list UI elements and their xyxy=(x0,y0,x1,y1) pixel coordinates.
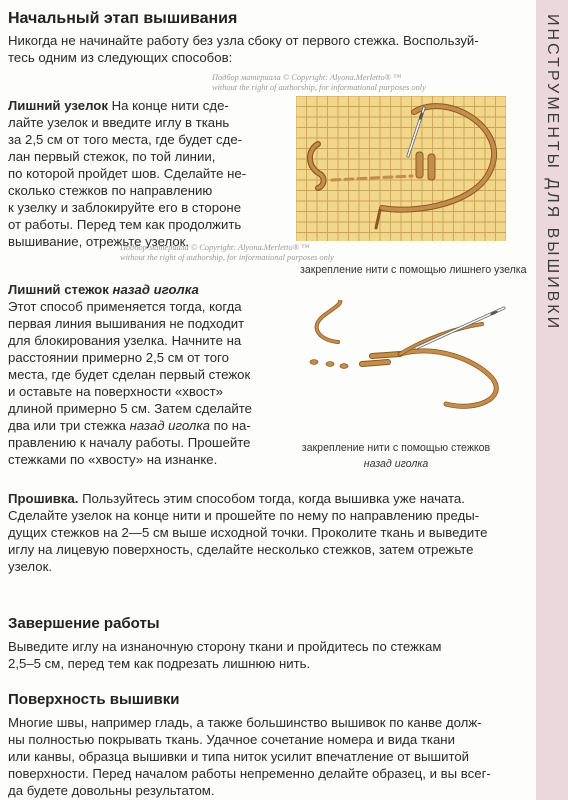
extra-backstitch-line-10: стежками по «хвосту» на изнанке. xyxy=(8,452,218,467)
watermark-1-line2: without the right of authorship, for informational purposes only xyxy=(212,83,426,92)
backstitch-illustration xyxy=(296,300,518,420)
extra-knot-line-6: к узелку и заблокируйте его в стороне xyxy=(8,200,242,215)
extra-knot-line-1: лайте узелок и введите иглу в ткань xyxy=(8,115,230,130)
extra-knot-line-8: вышивание, отрежьте узелок. xyxy=(8,234,190,249)
extra-knot-heading: Лишний узелок xyxy=(8,98,108,113)
extra-backstitch-heading-part1: Лишний стежок xyxy=(8,282,113,297)
stitching-through-line-3: иглу на лицевую поверхность, сделайте несколько стежков, затем отрежьте xyxy=(8,542,474,557)
section-title-surface: Поверхность вышивки xyxy=(8,691,180,708)
intro-line-1: Никогда не начинайте работу без узла сбоку от первого стежка. Воспользуй- xyxy=(8,33,479,48)
extra-backstitch-line-2: для блокирования узелка. Начните на xyxy=(8,333,242,348)
sidebar-label: ИНСТРУМЕНТЫ ДЛЯ ВЫШИВКИ xyxy=(544,14,561,332)
extra-backstitch-line-5: и оставьте на поверхности «хвост» xyxy=(8,384,224,399)
section-title-start: Начальный этап вышивания xyxy=(8,10,238,27)
stitching-through-text-0: Пользуйтесь этим способом тогда, когда вышивка уже начата. xyxy=(82,491,465,506)
caption-extra-backstitch xyxy=(296,442,496,470)
extra-backstitch-line-7a: два или три стежка xyxy=(8,418,126,433)
watermark-2-line1: Подбор материала © Copyright: Alyona.Merletto® ™ xyxy=(120,243,310,252)
surface-line-1: ны полностью покрывать ткань. Удачное сочетание номера и вида ткани xyxy=(8,732,455,747)
extra-backstitch-italic: назад иголка xyxy=(129,418,210,433)
extra-knot-line-0 xyxy=(8,97,308,114)
extra-backstitch-line-6: длиной примерно 5 см. Затем сделайте xyxy=(8,401,253,416)
extra-knot-line-3: лан первый стежок, по той линии, xyxy=(8,149,216,164)
extra-knot-line-5: сколько стежков по направлению xyxy=(8,183,213,198)
caption-extra-knot: закрепление нити с помощью лишнего узелка xyxy=(300,264,527,276)
watermark-2 xyxy=(120,243,334,263)
extra-backstitch-line-4: места, где будет сделан первый стежок xyxy=(8,367,251,382)
finishing-line-1: 2,5–5 см, перед тем как подрезать лишнюю нить. xyxy=(8,656,311,671)
extra-knot-text-0: На конце нити сде- xyxy=(111,98,229,113)
stitching-through-line-1: Сделайте узелок на конце нити и прошейте по нему по направлению преды- xyxy=(8,508,480,523)
stitching-through-heading: Прошивка. xyxy=(8,491,79,506)
extra-backstitch-line-3: расстоянии примерно 2,5 см от того xyxy=(8,350,229,365)
section-title-finishing: Завершение работы xyxy=(8,615,160,632)
stitching-through-line-0 xyxy=(8,490,533,507)
grid-fabric-illustration xyxy=(296,96,506,241)
extra-backstitch-heading-part2: назад иголка xyxy=(112,282,199,297)
watermark-2-line2: without the right of authorship, for informational purposes only xyxy=(120,253,334,262)
watermark-1 xyxy=(212,73,426,93)
extra-backstitch-line-0: Этот способ применяется тогда, когда xyxy=(8,299,242,314)
finishing-line-0: Выведите иглу на изнаночную сторону ткани и пройдитесь по стежкам xyxy=(8,639,442,654)
extra-knot-line-7: от работы. Перед тем как продолжить xyxy=(8,217,242,232)
extra-backstitch-line-7 xyxy=(8,417,298,434)
extra-backstitch-line-9: правлению к началу работы. Прошейте xyxy=(8,435,251,450)
extra-backstitch-heading xyxy=(8,281,298,298)
surface-line-4: да будете довольны результатом. xyxy=(8,783,215,798)
stitching-through-line-4: узелок. xyxy=(8,559,52,574)
extra-backstitch-line-7b: по на- xyxy=(213,418,251,433)
watermark-1-line1: Подбор материала © Copyright: Alyona.Merletto® ™ xyxy=(212,73,402,82)
extra-knot-line-4: по которой пройдет шов. Сделайте не- xyxy=(8,166,247,181)
caption-extra-backstitch-line1: закрепление нити с помощью стежков xyxy=(301,442,491,454)
extra-knot-line-2: за 2,5 см от того места, где будет сде- xyxy=(8,132,243,147)
stitching-through-line-2: дущих стежков на 2—5 см выше исходной точки. Проколите ткань и выведите xyxy=(8,525,488,540)
extra-backstitch-line-1: первая линия вышивания не подходит xyxy=(8,316,245,331)
surface-line-2: или канвы, образца вышивки и типа ниток усилит впечатление от вышитой xyxy=(8,749,470,764)
caption-extra-backstitch-line2: назад иголка xyxy=(363,458,429,470)
surface-line-0: Многие швы, например гладь, а также большинство вышивок по канве долж- xyxy=(8,715,482,730)
surface-line-3: поверхности. Перед началом работы непременно делайте образец, и вы всег- xyxy=(8,766,491,781)
intro-line-2: тесь одним из следующих способов: xyxy=(8,50,233,65)
